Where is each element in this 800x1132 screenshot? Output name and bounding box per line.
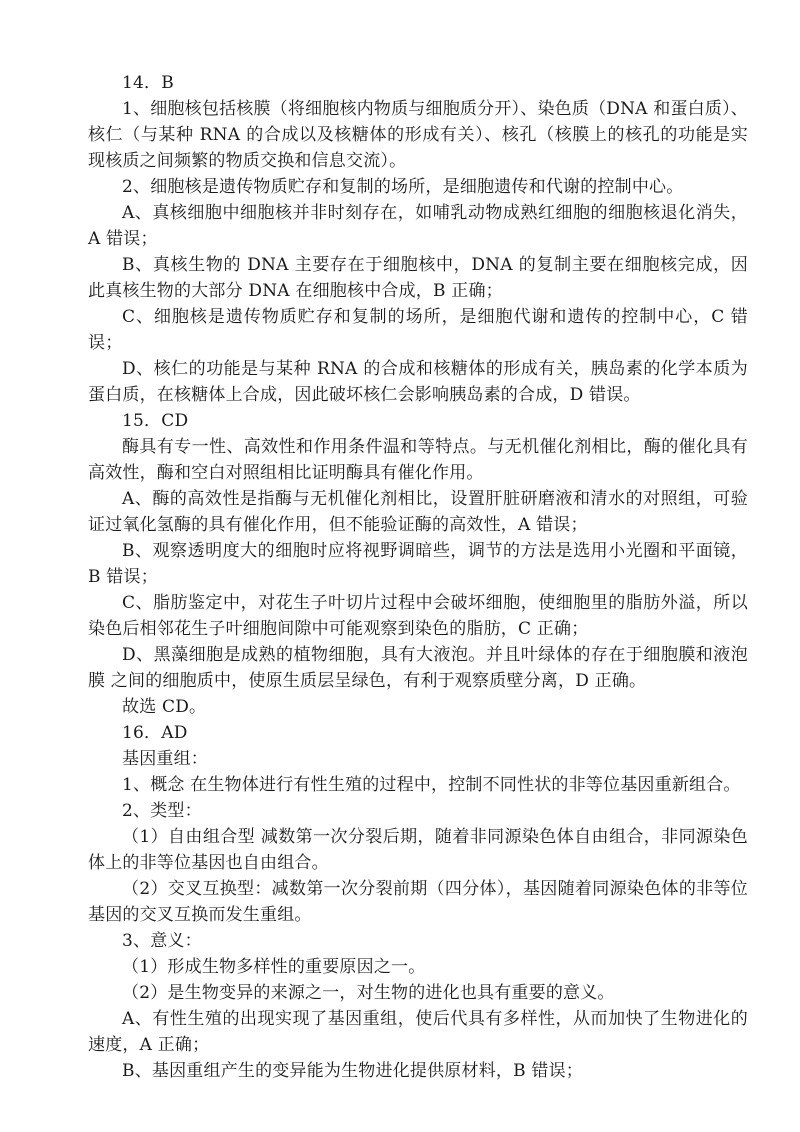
answer-16-heading: 16．AD (122, 723, 188, 743)
paragraph: B、观察透明度大的细胞时应将视野调暗些，调节的方法是选用小光圈和平面镜，B 错误； (88, 541, 748, 587)
paragraph: （2）交叉互换型：减数第一次分裂前期（四分体），基因随着同源染色体的非等位基因的交叉互换而发生重组。 (88, 879, 748, 925)
paragraph: （1）形成生物多样性的重要原因之一。 (122, 957, 426, 977)
paragraph: 3、意义： (122, 931, 202, 951)
paragraph: 1、概念 在生物体进行有性生殖的过程中，控制不同性状的非等位基因重新组合。 (122, 775, 741, 795)
paragraph: A、真核细胞中细胞核并非时刻存在，如哺乳动物成熟红细胞的细胞核退化消失，A 错误； (88, 203, 748, 249)
paragraph: （2）是生物变异的来源之一，对生物的进化也具有重要的意义。 (122, 983, 615, 1003)
paragraph: 基因重组： (122, 749, 208, 769)
paragraph: B、基因重组产生的变异能为生物进化提供原材料，B 错误； (122, 1061, 583, 1081)
paragraph: 2、细胞核是遗传物质贮存和复制的场所，是细胞遗传和代谢的控制中心。 (122, 177, 684, 197)
paragraph: C、细胞核是遗传物质贮存和复制的场所，是细胞代谢和遗传的控制中心，C 错误； (88, 307, 748, 353)
answer-14-heading: 14．B (122, 73, 174, 93)
paragraph: （1）自由组合型 减数第一次分裂后期，随着非同源染色体自由组合，非同源染色体上的非等位基因也自由组合。 (88, 827, 748, 873)
paragraph: 酶具有专一性、高效性和作用条件温和等特点。与无机催化剂相比，酶的催化具有高效性，酶和空白对照组相比证明酶具有催化作用。 (88, 437, 748, 483)
paragraph: 故选 CD。 (122, 697, 207, 717)
paragraph: A、酶的高效性是指酶与无机催化剂相比，设置肝脏研磨液和清水的对照组，可验证过氧化氢酶的具有催化作用，但不能验证酶的高效性，A 错误； (88, 489, 748, 535)
paragraph: D、核仁的功能是与某种 RNA 的合成和核糖体的形成有关，胰岛素的化学本质为蛋白质，在核糖体上合成，因此破坏核仁会影响胰岛素的合成，D 错误。 (88, 359, 748, 405)
answer-15-heading: 15．CD (122, 411, 189, 431)
paragraph: 1、细胞核包括核膜（将细胞核内物质与细胞质分开）、染色质（DNA 和蛋白质）、核仁（与某种 RNA 的合成以及核糖体的形成有关）、核孔（核膜上的核孔的功能是实现核质之间频繁的物质交换和信息交流）。 (88, 99, 748, 171)
paragraph: C、脂肪鉴定中，对花生子叶切片过程中会破坏细胞，使细胞里的脂肪外溢，所以染色后相邻花生子叶细胞间隙中可能观察到染色的脂肪，C 正确； (88, 593, 748, 639)
document-body (88, 70, 748, 1084)
paragraph: B、真核生物的 DNA 主要存在于细胞核中，DNA 的复制主要在细胞核完成，因此真核生物的大部分 DNA 在细胞核中合成，B 正确； (88, 255, 748, 301)
paragraph: 2、类型： (122, 801, 202, 821)
paragraph: A、有性生殖的出现实现了基因重组，使后代具有多样性，从而加快了生物进化的速度，A 正确； (88, 1009, 748, 1055)
paragraph: D、黑藻细胞是成熟的植物细胞，具有大液泡。并且叶绿体的存在于细胞膜和液泡膜 之间的细胞质中，使原生质层呈绿色，有利于观察质壁分离，D 正确。 (88, 645, 748, 691)
